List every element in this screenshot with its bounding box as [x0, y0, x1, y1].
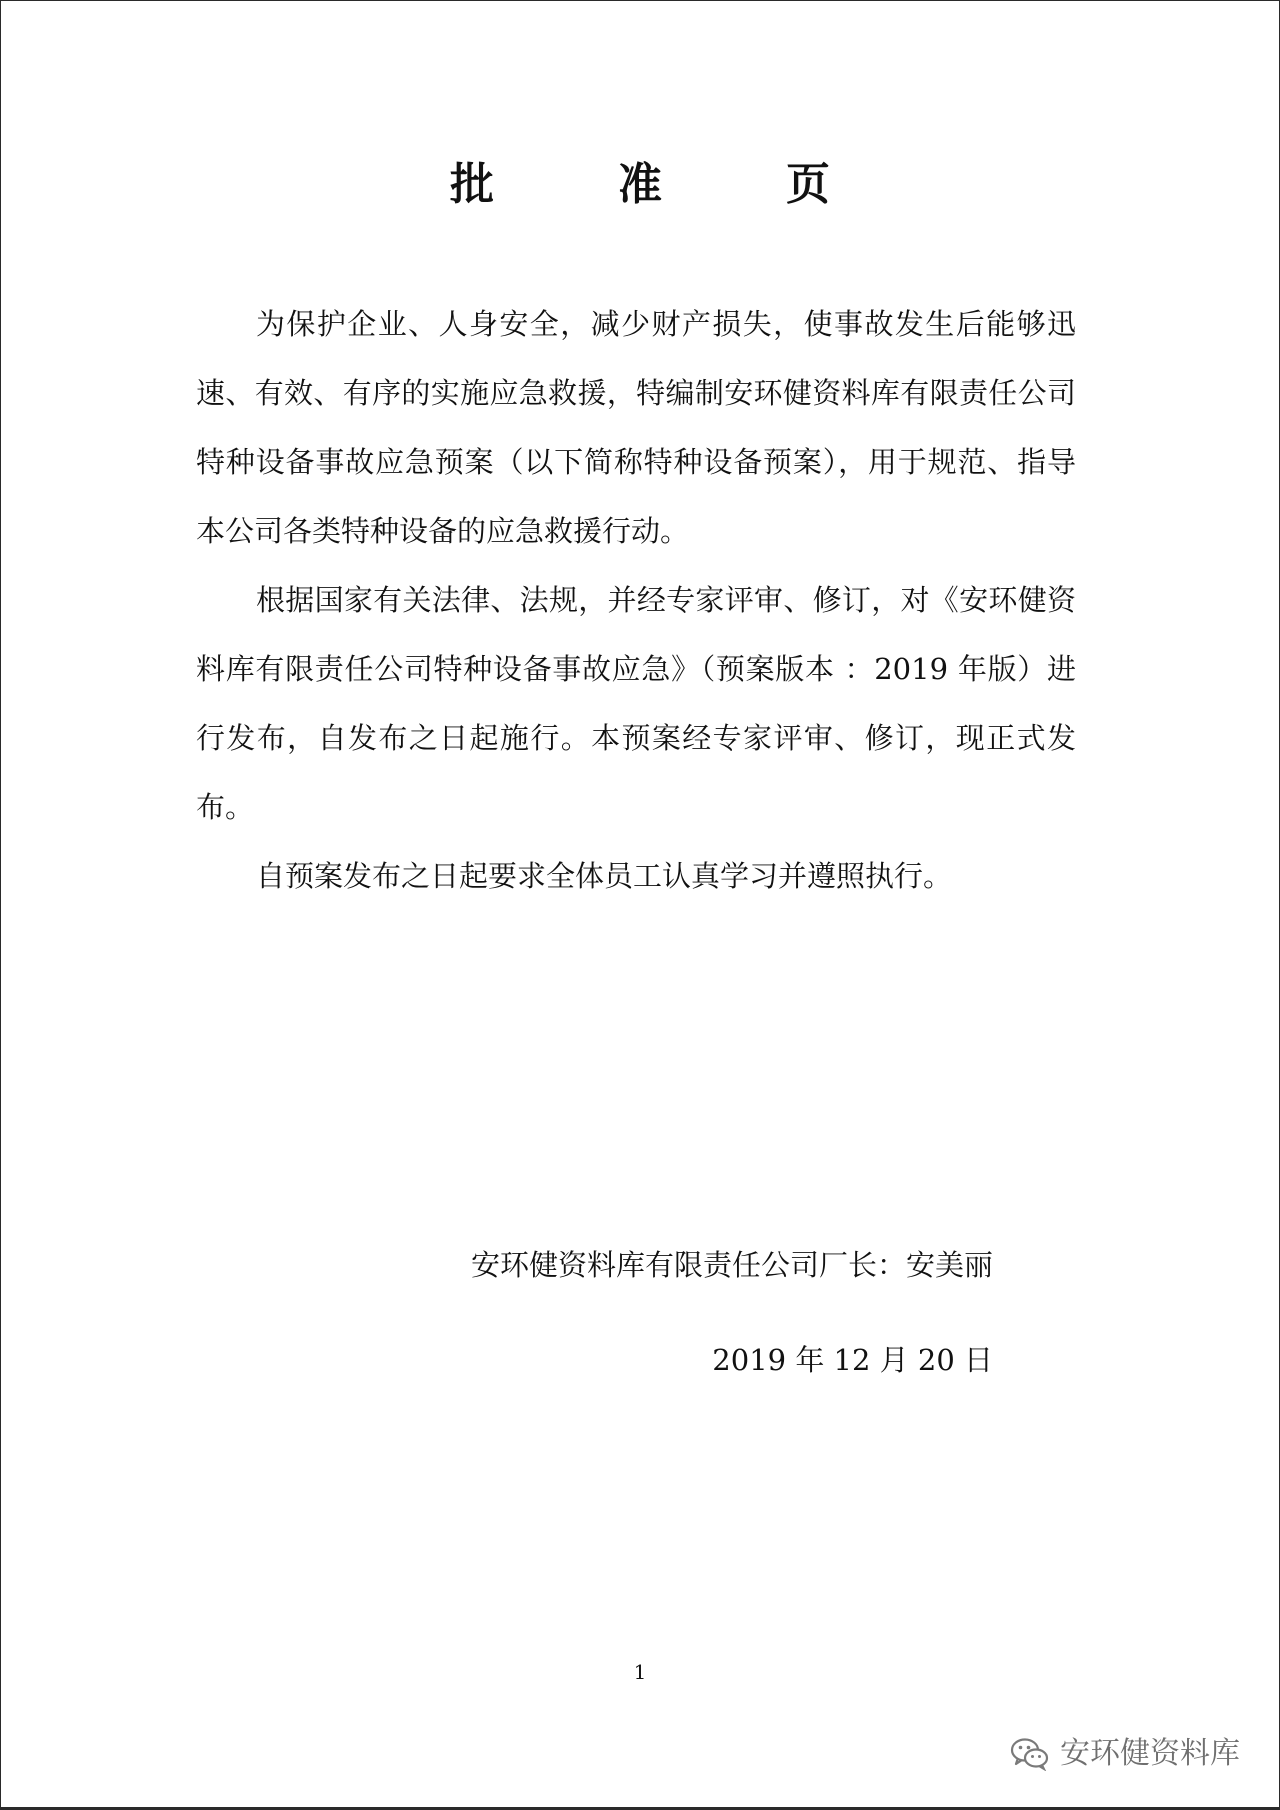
paragraph-requirement: 自预案发布之日起要求全体员工认真学习并遵照执行。 [256, 859, 953, 893]
paragraph-purpose: 为保护企业、人身安全，减少财产损失，使事故发生后能够迅速、有效、有序的实施应急救援，特编制安环健资料库有限责任公司特种设备事故应急预案（以下简称特种设备预案），用于规范、指导本公司各类特种设备的应急救援行动。 [196, 307, 1076, 548]
page-number: 1 [633, 1660, 647, 1684]
watermark-text: 安环健资料库 [1060, 1736, 1240, 1771]
page-title: 批 准 页 [450, 159, 870, 210]
watermark [1010, 1734, 1240, 1774]
paragraph-release: 根据国家有关法律、法规，并经专家评审、修订，对《安环健资料库有限责任公司特种设备事故应急》（预案版本 ：2019 年版）进行发布，自发布之日起施行。本预案经专家评审、修订，现正式发布。 [196, 583, 1076, 824]
body-text [196, 290, 1076, 911]
signature-line: 安环健资料库有限责任公司厂长：安美丽 [470, 1248, 993, 1282]
signature-date: 2019 年 12 月 20 日 [712, 1343, 993, 1377]
wechat-icon [1010, 1737, 1050, 1771]
